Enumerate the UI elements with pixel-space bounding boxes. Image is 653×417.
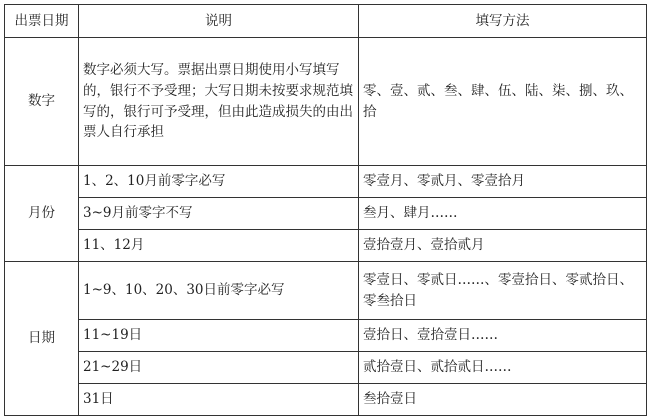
method-day: 叁拾壹日 xyxy=(359,384,647,416)
description-month: 1、2、10月前零字必写 xyxy=(79,166,359,198)
header-method: 填写方法 xyxy=(359,5,647,38)
table-row xyxy=(5,166,647,198)
table-row xyxy=(5,352,647,384)
method-month: 叁月、肆月…… xyxy=(359,198,647,230)
category-digits: 数字 xyxy=(5,38,79,166)
method-day: 贰拾壹日、贰拾贰日…… xyxy=(359,352,647,384)
date-writing-table xyxy=(4,4,647,416)
description-month: 3~9月前零字不写 xyxy=(79,198,359,230)
table-row xyxy=(5,320,647,352)
method-day: 壹拾日、壹拾壹日…… xyxy=(359,320,647,352)
description-digits: 数字必须大写。票据出票日期使用小写填写的，银行不予受理；大写日期未按要求规范填写的，银行可予受理，但由此造成损失的由出票人自行承担 xyxy=(79,38,359,166)
category-month: 月份 xyxy=(5,166,79,262)
method-month: 壹拾壹月、壹拾贰月 xyxy=(359,230,647,262)
table-row xyxy=(5,198,647,230)
method-digits: 零、壹、贰、叁、肆、伍、陆、柒、捌、玖、拾 xyxy=(359,38,647,166)
description-day: 1~9、10、20、30日前零字必写 xyxy=(79,262,359,320)
description-month: 11、12月 xyxy=(79,230,359,262)
table-row xyxy=(5,230,647,262)
method-month: 零壹月、零贰月、零壹拾月 xyxy=(359,166,647,198)
header-row xyxy=(5,5,647,38)
table-row xyxy=(5,384,647,416)
description-day: 31日 xyxy=(79,384,359,416)
table-row xyxy=(5,262,647,320)
header-explain: 说明 xyxy=(79,5,359,38)
description-day: 21~29日 xyxy=(79,352,359,384)
table-row-digits xyxy=(5,38,647,166)
method-day: 零壹日、零贰日……、零壹拾日、零贰拾日、零叁拾日 xyxy=(359,262,647,320)
header-date: 出票日期 xyxy=(5,5,79,38)
description-day: 11~19日 xyxy=(79,320,359,352)
category-day: 日期 xyxy=(5,262,79,416)
